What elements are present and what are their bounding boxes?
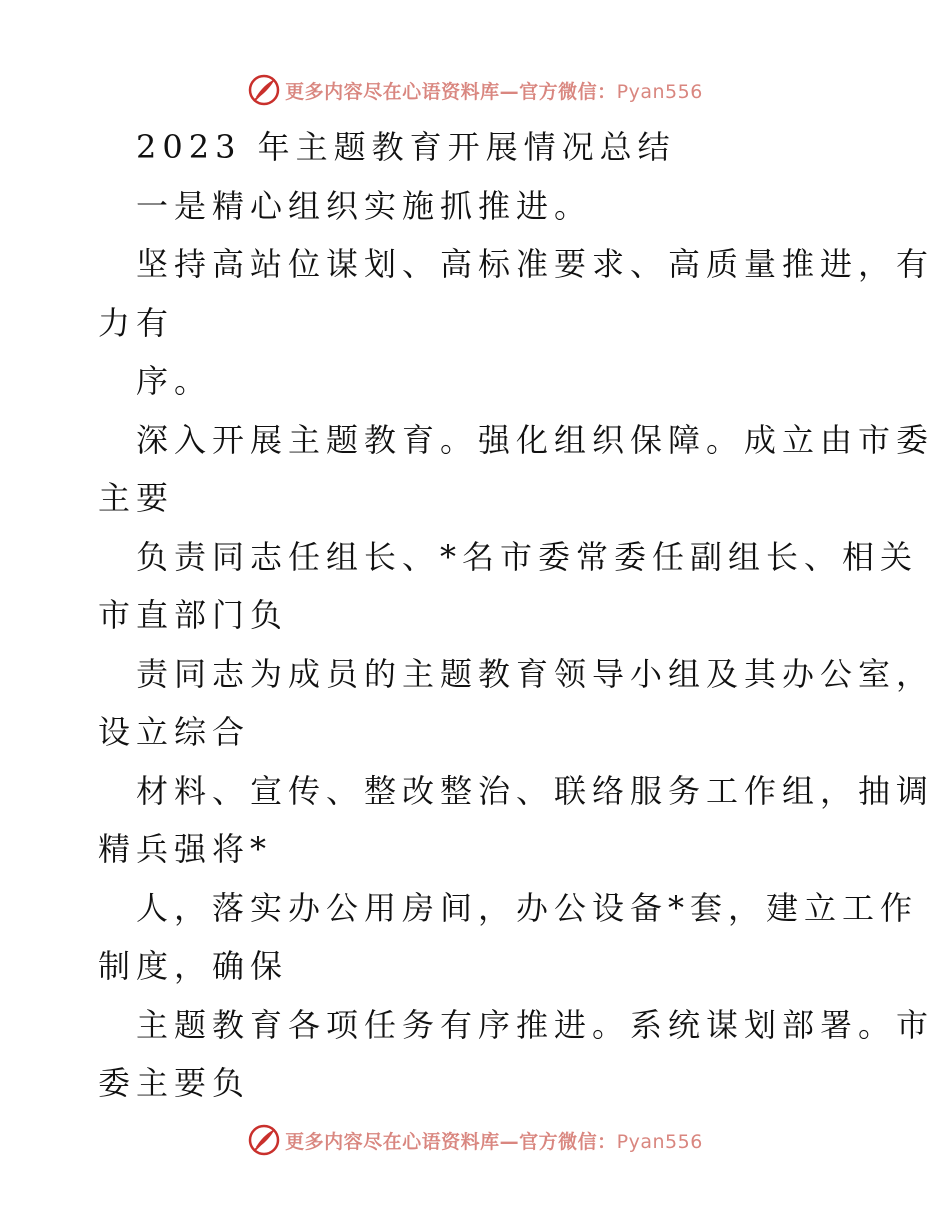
paragraph-line: 材料、宣传、整改整治、联络服务工作组，抽调 — [136, 771, 935, 810]
document-body — [98, 118, 935, 1113]
paragraph-line: 坚持高站位谋划、高标准要求、高质量推进，有 — [136, 245, 935, 283]
paragraph-line: 人，落实办公用房间，办公设备*套，建立工作 — [136, 888, 919, 927]
section-heading: 一是精心组织实施抓推进。 — [136, 186, 593, 225]
paragraph-line-continued: 主要 — [98, 479, 175, 517]
watermark-text: 更多内容尽在心语资料库—官方微信：Pyan556 — [285, 1130, 703, 1153]
paragraph-line-continued: 市直部门负 — [98, 596, 289, 634]
paragraph-line: 深入开展主题教育。强化组织保障。成立由市委 — [136, 420, 935, 459]
paragraph-line: 主题教育各项任务有序推进。系统谋划部署。市 — [136, 1005, 935, 1044]
paragraph-line: 责同志为成员的主题教育领导小组及其办公室， — [136, 654, 935, 693]
watermark-wechat-id: Pyan556 — [616, 1130, 703, 1153]
quill-logo-icon — [247, 1123, 281, 1157]
paragraph-line-continued: 力有 — [98, 303, 175, 342]
document-title: 2023 年主题教育开展情况总结 — [136, 128, 676, 166]
header-watermark — [0, 70, 950, 110]
paragraph-line: 负责同志任组长、*名市委常委任副组长、相关 — [136, 537, 919, 576]
watermark-wechat-id: Pyan556 — [616, 80, 703, 103]
quill-logo-icon — [247, 73, 281, 107]
paragraph-line: 序。 — [136, 362, 213, 400]
paragraph-line-continued: 制度，确保 — [98, 947, 289, 985]
paragraph-line-continued: 设立综合 — [98, 713, 251, 751]
watermark-text: 更多内容尽在心语资料库—官方微信：Pyan556 — [285, 80, 703, 103]
paragraph-line-continued: 委主要负 — [98, 1064, 251, 1102]
paragraph-line-continued: 精兵强将* — [98, 830, 273, 868]
footer-watermark — [0, 1120, 950, 1160]
